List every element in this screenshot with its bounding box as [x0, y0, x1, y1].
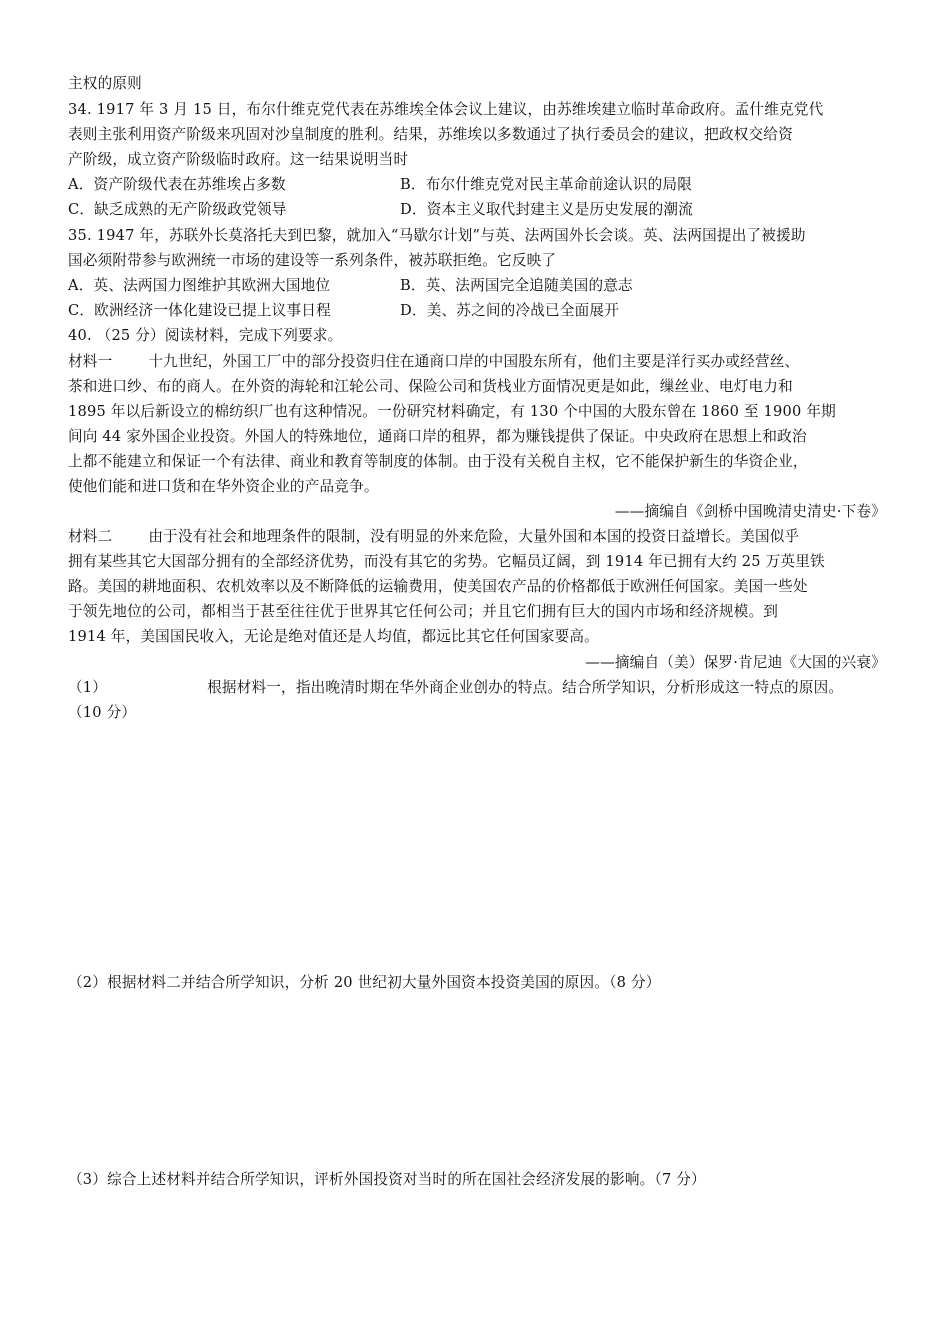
sub-question-3: （3）综合上述材料并结合所学知识，评析外国投资对当时的所在国社会经济发展的影响。（7 分） [68, 1171, 706, 1188]
material1-line-4: 间向 44 家外国企业投资。外国人的特殊地位，通商口岸的租界，都为赚钱提供了保证。中央政府在思想上和政治 [68, 428, 807, 445]
q35-option-d: D．美、苏之间的冷战已全面展开 [400, 302, 620, 319]
sub-question-1 [68, 676, 888, 700]
material2-line-4: 于领先地位的公司，都相当于甚至往往优于世界其它任何公司；并且它们拥有巨大的国内市场和经济规模。到 [68, 603, 779, 620]
material2-line-5: 1914 年，美国国民收入，无论是绝对值还是人均值，都远比其它任何国家要高。 [68, 628, 599, 645]
q34-line-2: 表则主张利用资产阶级来巩固对沙皇制度的胜利。结果，苏维埃以多数通过了执行委员会的建议，把政权交给资 [68, 126, 793, 143]
q34-option-d: D．资本主义取代封建主义是历史发展的潮流 [400, 201, 693, 218]
material1-line-5: 上都不能建立和保证一个有法律、商业和教育等制度的体制。由于没有关税自主权，它不能保护新生的华资企业， [68, 453, 808, 470]
q34-option-b: B．布尔什维克党对民主革命前途认识的局限 [400, 176, 693, 193]
material2-text-1: 由于没有社会和地理条件的限制，没有明显的外来危险，大量外国和本国的投资日益增长。美国似乎 [148, 528, 800, 545]
material2-source: ——摘编自（美）保罗·肯尼迪《大国的兴衰》 [585, 654, 886, 671]
q34-option-c: C．缺乏成熟的无产阶级政党领导 [68, 201, 287, 218]
sub-question-2: （2）根据材料二并结合所学知识，分析 20 世纪初大量外国资本投资美国的原因。（8 分） [68, 974, 661, 991]
material1-line-2: 茶和进口纱、布的商人。在外资的海轮和江轮公司、保险公司和货栈业方面情况更是如此，缫丝业、电灯电力和 [68, 378, 793, 395]
q35-line-1: 35. 1947 年，苏联外长莫洛托夫到巴黎，就加入“马歇尔计划”与英、法两国外长会谈。英、法两国提出了被援助 [68, 227, 806, 244]
material1-line-3: 1895 年以后新设立的棉纺织厂也有这种情况。一份研究材料确定，有 130 个中国的大股东曾在 1860 至 1900 年期 [68, 403, 836, 420]
material2-line-3: 路。美国的耕地面积、农机效率以及不断降低的运输费用，使美国农产品的价格都低于欧洲任何国家。美国一些处 [68, 578, 808, 595]
sub-question-1-number: （1） [68, 679, 108, 696]
material1-label: 材料一 [68, 353, 113, 370]
sub-question-1-score: （10 分） [68, 704, 137, 721]
q35-option-c: C．欧洲经济一体化建设已提上议事日程 [68, 302, 331, 319]
q35-line-2: 国必须附带参与欧洲统一市场的建设等一系列条件，被苏联拒绝。它反映了 [68, 252, 557, 269]
material1-source: ——摘编自《剑桥中国晚清史清史·下卷》 [614, 503, 886, 520]
material1-line-1 [68, 350, 888, 374]
material2-line-1 [68, 525, 888, 549]
q40-header: 40. （25 分）阅读材料，完成下列要求。 [68, 327, 343, 344]
q35-option-b: B．英、法两国完全追随美国的意志 [400, 277, 633, 294]
material1-line-6: 使他们能和进口货和在华外资企业的产品竞争。 [68, 478, 379, 495]
sub-question-1-text: 根据材料一，指出晚清时期在华外商企业创办的特点。结合所学知识，分析形成这一特点的原因。 [207, 679, 844, 696]
material1-text-1: 十九世纪，外国工厂中的部分投资归住在通商口岸的中国股东所有，他们主要是洋行买办或经营丝、 [148, 353, 800, 370]
q34-line-1: 34. 1917 年 3 月 15 日，布尔什维克党代表在苏维埃全体会议上建议，由苏维埃建立临时革命政府。孟什维克党代 [68, 101, 824, 118]
q35-option-a: A．英、法两国力图维护其欧洲大国地位 [68, 277, 331, 294]
material2-label: 材料二 [68, 528, 113, 545]
q34-option-a: A．资产阶级代表在苏维埃占多数 [68, 176, 286, 193]
top-fragment: 主权的原则 [68, 75, 142, 92]
q34-line-3: 产阶级，成立资产阶级临时政府。这一结果说明当时 [68, 151, 409, 168]
material2-line-2: 拥有某些其它大国部分拥有的全部经济优势，而没有其它的劣势。它幅员辽阔，到 1914 年已拥有大约 25 万英里铁 [68, 553, 825, 570]
